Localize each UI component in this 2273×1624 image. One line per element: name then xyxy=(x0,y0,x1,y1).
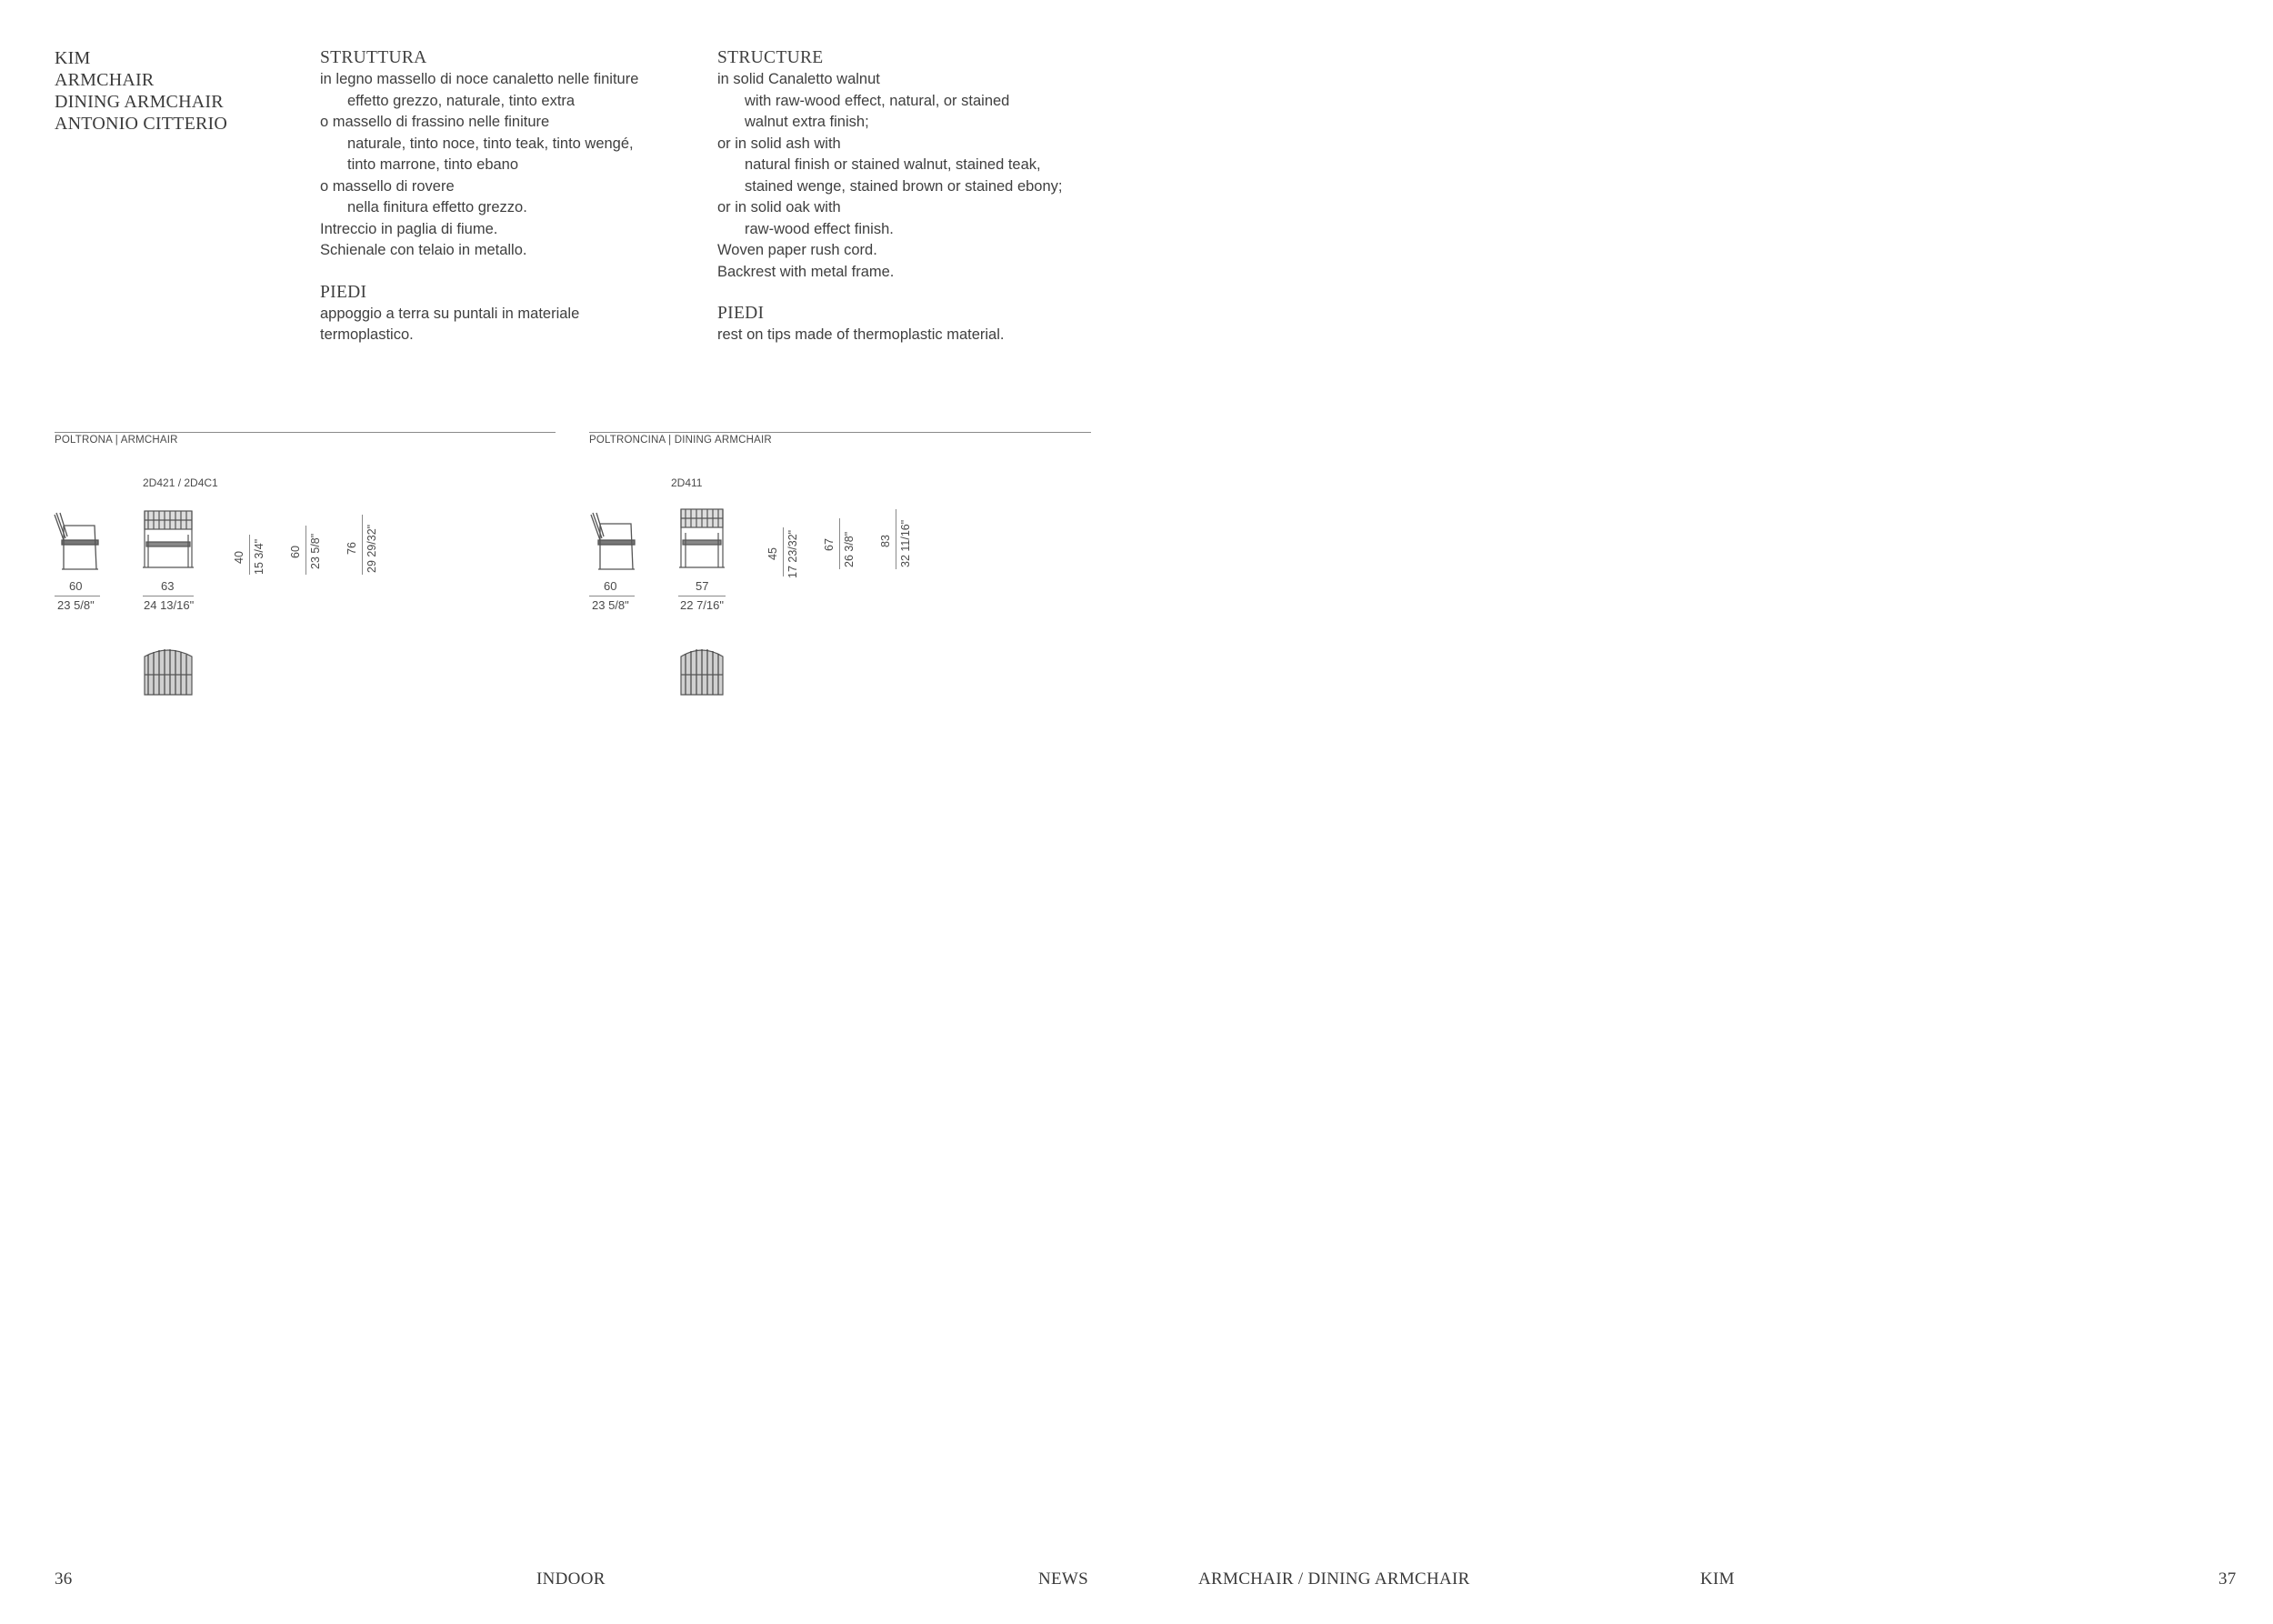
armchair-width-in: 24 13/16" xyxy=(144,598,195,612)
dining-seat-height-in: 17 23/32" xyxy=(786,529,799,578)
structure-line: or in solid ash with xyxy=(717,135,841,152)
right-product-title: KIM xyxy=(1700,1569,1735,1589)
structure-line: or in solid oak with xyxy=(717,199,841,216)
armchair-total-height-cm: 76 xyxy=(345,542,358,555)
product-type-dining-armchair: DINING ARMCHAIR xyxy=(55,92,224,112)
structure-line: naturale, tinto noce, tinto teak, tinto wengé, xyxy=(347,135,634,152)
dining-total-height-cm: 83 xyxy=(879,535,892,547)
armchair-width-cm: 63 xyxy=(161,579,175,593)
chair-top-view-icon xyxy=(678,644,726,697)
feet-line: appoggio a terra su puntali in materiale xyxy=(320,305,580,322)
chair-side-view-icon xyxy=(53,511,102,571)
structure-line: in solid Canaletto walnut xyxy=(717,71,880,87)
structure-line: Schienale con telaio in metallo. xyxy=(320,242,527,258)
chair-front-view-icon xyxy=(678,506,726,571)
structure-line: Woven paper rush cord. xyxy=(717,242,877,258)
dining-total-height-in: 32 11/16" xyxy=(899,519,912,567)
structure-line: natural finish or stained walnut, stained teak, xyxy=(745,156,1041,173)
chair-top-view-icon xyxy=(141,644,195,697)
structure-line: effetto grezzo, naturale, tinto extra xyxy=(347,92,576,109)
left-section-title: INDOOR xyxy=(536,1569,606,1589)
right-category-title: ARMCHAIR / DINING ARMCHAIR xyxy=(1198,1569,1470,1589)
structure-line: stained wenge, stained brown or stained ebony; xyxy=(745,177,1063,195)
dimension-line xyxy=(839,518,840,569)
structure-line: with raw-wood effect, natural, or stained xyxy=(745,92,1010,109)
dining-seat-height-cm: 45 xyxy=(766,547,779,560)
structure-line: in legno massello di noce canaletto nelle finiture xyxy=(320,71,639,87)
structure-line: tinto marrone, tinto ebano xyxy=(347,156,519,173)
product-type-armchair: ARMCHAIR xyxy=(55,70,155,90)
armchair-section-rule xyxy=(55,432,556,433)
armchair-total-height-in: 29 29/32" xyxy=(365,524,378,573)
feet-line: termoplastico. xyxy=(320,326,414,343)
armchair-arm-height-in: 23 5/8" xyxy=(309,533,322,569)
armchair-seat-height-cm: 40 xyxy=(233,551,245,564)
dining-section-rule xyxy=(589,432,1091,433)
dining-width-in: 22 7/16" xyxy=(680,598,724,612)
dining-depth-cm: 60 xyxy=(604,579,617,593)
dining-width-cm: 57 xyxy=(696,579,709,593)
product-title-block xyxy=(55,47,227,135)
structure-line: Intreccio in paglia di fiume. xyxy=(320,220,498,237)
armchair-section-label: POLTRONA | ARMCHAIR xyxy=(55,435,178,446)
chair-front-view-icon xyxy=(141,507,195,571)
structure-heading-it: STRUTTURA xyxy=(320,48,427,67)
left-page-number: 36 xyxy=(55,1569,73,1589)
left-news-label: NEWS xyxy=(1038,1569,1089,1589)
structure-line: o massello di frassino nelle finiture xyxy=(320,114,550,130)
structure-line: o massello di rovere xyxy=(320,177,455,195)
feet-line: rest on tips made of thermoplastic material. xyxy=(717,326,1005,343)
structure-line: Backrest with metal frame. xyxy=(717,263,895,280)
italian-description xyxy=(320,47,702,346)
armchair-depth-in: 23 5/8" xyxy=(57,598,95,612)
feet-heading-it: PIEDI xyxy=(320,282,367,302)
structure-line: nella finitura effetto grezzo. xyxy=(347,199,527,216)
product-name: KIM xyxy=(55,48,91,68)
dining-depth-in: 23 5/8" xyxy=(592,598,629,612)
feet-heading-en: PIEDI xyxy=(717,304,765,323)
armchair-depth-cm: 60 xyxy=(69,579,83,593)
dining-arm-height-in: 26 3/8" xyxy=(843,531,856,567)
armchair-seat-height-in: 15 3/4" xyxy=(253,538,265,575)
structure-line: walnut extra finish; xyxy=(745,114,869,130)
dimension-line xyxy=(305,526,306,575)
dimension-line xyxy=(783,527,784,576)
armchair-product-code: 2D421 / 2D4C1 xyxy=(143,476,218,489)
dining-section-label: POLTRONCINA | DINING ARMCHAIR xyxy=(589,435,772,446)
dining-arm-height-cm: 67 xyxy=(823,538,836,551)
english-description xyxy=(717,47,1099,346)
product-designer: ANTONIO CITTERIO xyxy=(55,114,228,134)
dining-product-code: 2D411 xyxy=(671,476,703,489)
dimension-line xyxy=(249,535,250,575)
structure-line: raw-wood effect finish. xyxy=(745,220,894,237)
armchair-arm-height-cm: 60 xyxy=(289,546,302,558)
right-page-number: 37 xyxy=(2218,1569,2237,1589)
dimension-line xyxy=(362,515,363,575)
chair-side-view-icon xyxy=(589,511,638,571)
structure-heading-en: STRUCTURE xyxy=(717,48,824,67)
